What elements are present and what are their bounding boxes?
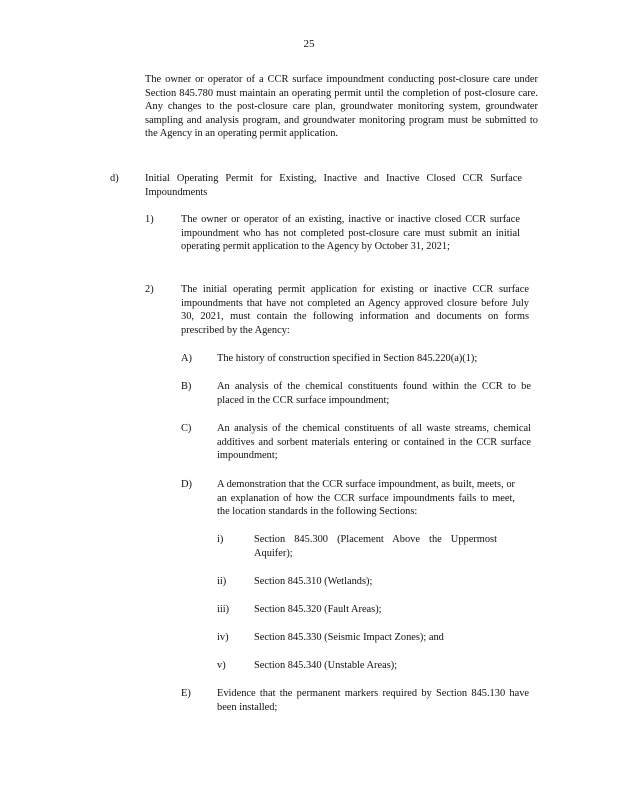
location-standard-i-text: Section 845.300 (Placement Above the Uppermost Aquifer); xyxy=(254,534,497,559)
section-d-heading: Initial Operating Permit for Existing, Inactive and Inactive Closed CCR Surface Impoundments xyxy=(145,173,522,198)
item-2-text: The initial operating permit application for existing or inactive CCR surface impoundments that have not completed an Agency approved closure before July 30, 2021, must contain the following information and documents on forms prescribed by the Agency: xyxy=(181,284,529,336)
location-standard-iii-text: Section 845.320 (Fault Areas); xyxy=(254,604,382,615)
subitem-a-label: A) xyxy=(181,353,192,364)
page-number: 25 xyxy=(303,38,315,50)
location-standard-i-label: i) xyxy=(217,534,224,545)
subitem-d-text: A demonstration that the CCR surface impoundment, as built, meets, or an explanation of how the CCR surface impoundments fails to meet, the location standards in the following Sections: xyxy=(217,479,515,518)
location-standard-iii-label: iii) xyxy=(217,604,230,615)
intro-paragraph-text: The owner or operator of a CCR surface impoundment conducting post-closure care under Section 845.780 must maintain an operating permit until the completion of post-closure care. Any changes to the post-closure care plan, groundwater monitoring system, groundwater sampling and analysis program, and groundwater monitoring program must be submitted to the Agency in an operating permit application. xyxy=(145,74,538,140)
item-1-text: The owner or operator of an existing, inactive or inactive closed CCR surface impoundment who has not completed post-closure care must submit an initial operating permit application to the Agency by October 31, 2021; xyxy=(181,214,520,253)
location-standard-iv-label: iv) xyxy=(217,632,229,643)
subitem-a-text: The history of construction specified in Section 845.220(a)(1); xyxy=(217,353,478,364)
subitem-b-text: An analysis of the chemical constituents found within the CCR to be placed in the CCR surface impoundment; xyxy=(217,381,531,406)
subitem-e-label: E) xyxy=(181,688,191,699)
location-standard-ii-label: ii) xyxy=(217,576,227,587)
item-2-label: 2) xyxy=(145,284,154,295)
subitem-b-label: B) xyxy=(181,381,192,392)
location-standard-v-label: v) xyxy=(217,660,226,671)
location-standard-iv-text: Section 845.330 (Seismic Impact Zones); and xyxy=(254,632,444,643)
location-standard-ii-text: Section 845.310 (Wetlands); xyxy=(254,576,373,587)
subitem-c-label: C) xyxy=(181,423,192,434)
section-d-label: d) xyxy=(110,173,119,184)
subitem-d-label: D) xyxy=(181,479,192,490)
location-standard-v-text: Section 845.340 (Unstable Areas); xyxy=(254,660,398,671)
subitem-c-text: An analysis of the chemical constituents of all waste streams, chemical additives and sorbent materials entering or contained in the CCR surface impoundment; xyxy=(217,423,531,462)
item-1-label: 1) xyxy=(145,214,154,225)
intro-paragraph xyxy=(145,73,538,141)
subitem-e-text: Evidence that the permanent markers required by Section 845.130 have been installed; xyxy=(217,688,529,713)
